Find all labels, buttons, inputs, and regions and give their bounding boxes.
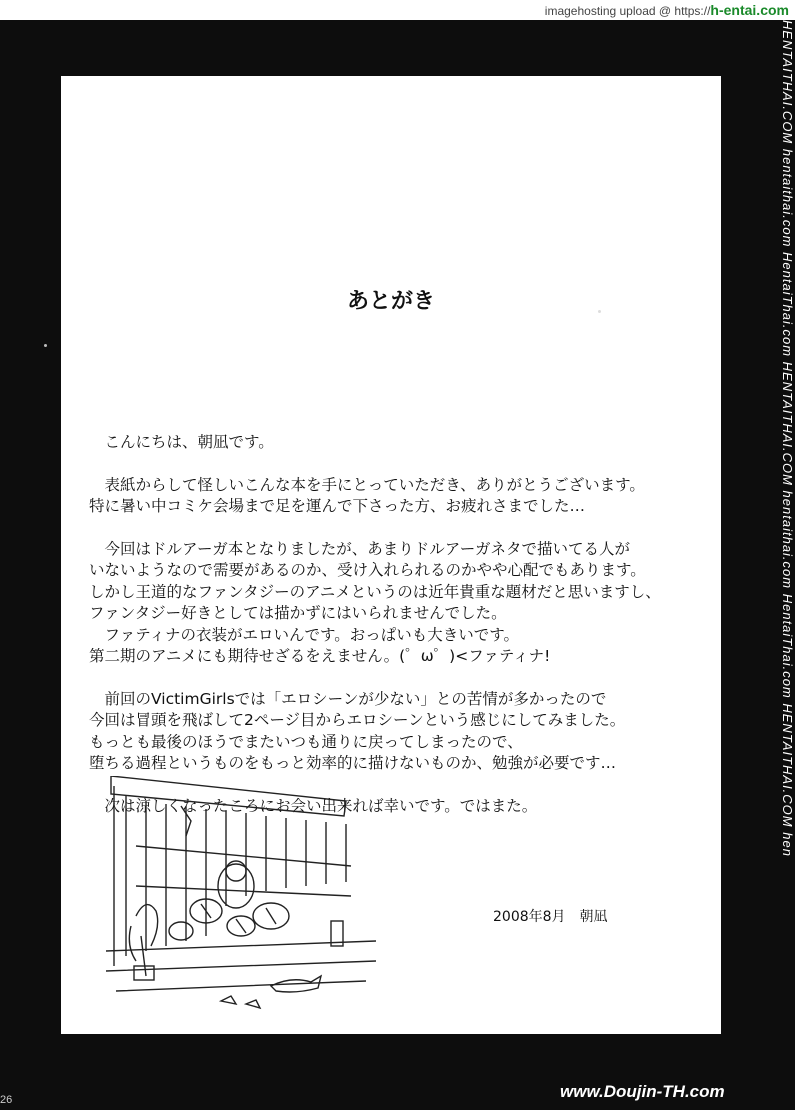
text-line: いないようなので需要があるのか、受け入れられるのかやや心配でもあります。 bbox=[89, 561, 646, 579]
paragraph-greeting bbox=[89, 432, 709, 454]
bottom-watermark: www.Doujin-TH.com bbox=[560, 1082, 725, 1101]
text-line: 第二期のアニメにも期待せざるをえません。(゜ω゜)<ファティナ! bbox=[89, 647, 551, 665]
text-line: 堕ちる過程というものをもっと効率的に描けないものか、勉強が必要です… bbox=[89, 754, 617, 772]
signature: 2008年8月 朝凪 bbox=[493, 909, 608, 925]
text-line: 次は涼しくなったころにお会い出来れば幸いです。ではまた。 bbox=[104, 796, 538, 815]
host-brand-link[interactable]: h-entai.com bbox=[710, 2, 789, 18]
text-line: もっとも最後のほうでまたいつも通りに戻ってしまったので、 bbox=[89, 732, 523, 751]
text-line: しかし王道的なファンタジーのアニメというのは近年貴重な題材だと思いますし、 bbox=[89, 582, 661, 601]
text-line: 前回のVictimGirlsでは「エロシーンが少ない」との苦情が多かったので bbox=[104, 689, 607, 708]
text-line: 今回は冒頭を飛ばして2ページ目からエロシーンという感じにしてみました。 bbox=[89, 711, 626, 729]
paragraph-victimgirls bbox=[89, 689, 709, 775]
page-title: あとがき bbox=[346, 289, 435, 314]
text-line: ファティナの衣装がエロいんです。おっぱいも大きいです。 bbox=[104, 625, 519, 644]
text-line: 今回はドルアーガ本となりましたが、あまりドルアーガネタで描いてる人が bbox=[104, 539, 630, 558]
scan-speck bbox=[598, 310, 601, 313]
text-line: 表紙からして怪しいこんな本を手にとっていただき、ありがとうございます。 bbox=[104, 475, 645, 494]
side-watermark: HENTAITHAI.COM hentaithai.com HentaiThai.com HENTAITHAI.COM hentaithai.com HentaiThai.com HENTAITHAI.COM hen bbox=[780, 20, 795, 857]
porch-sketch-illustration bbox=[106, 776, 376, 1016]
text-line: こんにちは、朝凪です。 bbox=[104, 433, 274, 451]
text-line: ファンタジー好きとしては描かずにはいられませんでした。 bbox=[89, 604, 507, 622]
text-line: 特に暑い中コミケ会場まで足を運んで下さった方、お疲れさまでした… bbox=[89, 497, 586, 515]
scan-speck bbox=[44, 344, 47, 347]
paragraph-thanks bbox=[89, 475, 709, 518]
host-label: imagehosting upload @ https:// bbox=[544, 4, 711, 18]
paragraph-druaga bbox=[89, 539, 709, 668]
document-page bbox=[61, 76, 721, 1034]
upload-banner bbox=[0, 0, 795, 20]
host-banner-text bbox=[545, 2, 789, 18]
page-number: 26 bbox=[0, 1094, 13, 1106]
